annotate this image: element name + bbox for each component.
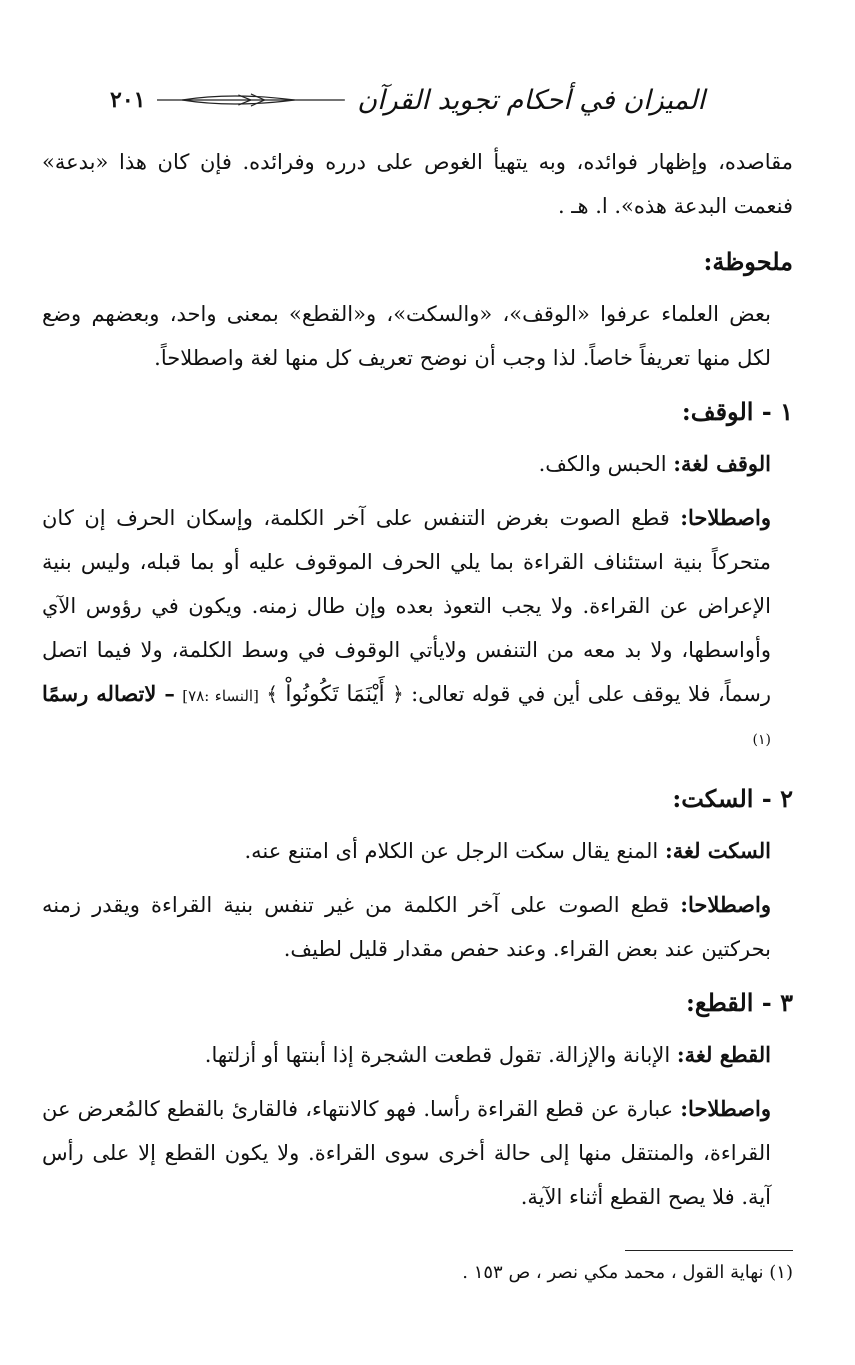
ornament-line-icon xyxy=(157,90,345,110)
footnote-marker: (١) xyxy=(752,732,771,748)
sakt-lang-definition xyxy=(42,829,793,873)
waqf-lang-term: الوقف لغة: xyxy=(673,451,771,476)
quran-verse: أَيْنَمَا تَكُونُواْ xyxy=(285,682,385,707)
waqf-lang-definition xyxy=(42,442,793,486)
qat-term-definition xyxy=(42,1087,793,1219)
section-waqf-heading: ١ - الوقف: xyxy=(681,397,793,426)
sakt-lang-term: السكت لغة: xyxy=(664,838,771,863)
qat-lang-term: القطع لغة: xyxy=(676,1042,771,1067)
sakt-term-definition xyxy=(42,883,793,971)
qat-lang-text: الإبانة والإزالة. تقول قطعت الشجرة إذا أبنتها أو أزلتها. xyxy=(204,1043,671,1067)
section-sakt-heading: ٢ - السكت: xyxy=(672,784,793,813)
section-qat-heading: ٣ - القطع: xyxy=(685,988,793,1017)
footnote: (١) نهاية القول ، محمد مكي نصر ، ص ١٥٣ . xyxy=(462,1262,793,1283)
waqf-tail: – لاتصاله رسمًا xyxy=(42,681,175,706)
sakt-lang-text: المنع يقال سكت الرجل عن الكلام أى امتنع عنه. xyxy=(244,839,659,863)
verse-citation: [النساء :٧٨] xyxy=(182,687,259,705)
verse-open-bracket: ﴿ xyxy=(392,682,404,706)
waqf-lang-text: الحبس والكف. xyxy=(538,452,667,476)
paragraph-note: بعض العلماء عرفوا «الوقف»، «والسكت»، و«القطع» بمعنى واحد، وبعضهم وضع لكل منها تعريفاً خاصاً. لذا وجب أن نوضح تعريف كل منها لغة واصطلاحاً. xyxy=(42,302,771,370)
footnote-divider xyxy=(625,1250,793,1251)
running-header xyxy=(110,80,705,120)
paragraph-intro: مقاصده، وإظهار فوائده، وبه يتهيأ الغوص على درره وفرائده. فإن كان هذا «بدعة» فنعمت البدعة هذه». ا. هـ . xyxy=(42,150,793,218)
waqf-term-text: قطع الصوت بغرض التنفس على آخر الكلمة، وإسكان الحرف إن كان متحركاً بنية استئناف القراءة بما يلي الحرف الموقوف عليه أو بما قبله، وليس بنية الإعراض عن القراءة. ولا يجب التعوذ بعده وإن طال زمنه. ويكون في رؤوس الآي وأواسطها، ولا بد معه من التنفس ولايأتي الوقوف في وسط الكلمة، ولا فيما اتصل رسماً، فلا يوقف على أين في قوله تعالى: xyxy=(42,506,771,706)
header-title: الميزان في أحكام تجويد القرآن xyxy=(357,84,705,116)
qat-term-text: عبارة عن قطع القراءة رأسا. فهو كالانتهاء، فالقارئ بالقطع كالمُعرض عن القراءة، والمنتقل منها إلى حالة أخرى سوى القراءة. ولا يكون القطع إلا على رأس آية. فلا يصح القطع أثناء الآية. xyxy=(42,1097,771,1209)
waqf-term-definition xyxy=(42,496,793,767)
header-ornament xyxy=(157,90,345,110)
verse-close-bracket: ﴾ xyxy=(266,682,279,706)
qat-lang-definition xyxy=(42,1033,793,1077)
body-text xyxy=(42,140,793,1219)
sakt-term-term: واصطلاحا: xyxy=(680,892,771,917)
qat-term-term: واصطلاحا: xyxy=(680,1096,771,1121)
note-heading: ملحوظة: xyxy=(703,247,793,276)
page-number: ٢٠١ xyxy=(110,87,146,113)
waqf-term-term: واصطلاحا: xyxy=(680,505,771,530)
sakt-term-text: قطع الصوت على آخر الكلمة من غير تنفس بنية القراءة ويقدر زمنه بحركتين عند بعض القراء. وعند حفص مقدار قليل لطيف. xyxy=(42,893,771,961)
